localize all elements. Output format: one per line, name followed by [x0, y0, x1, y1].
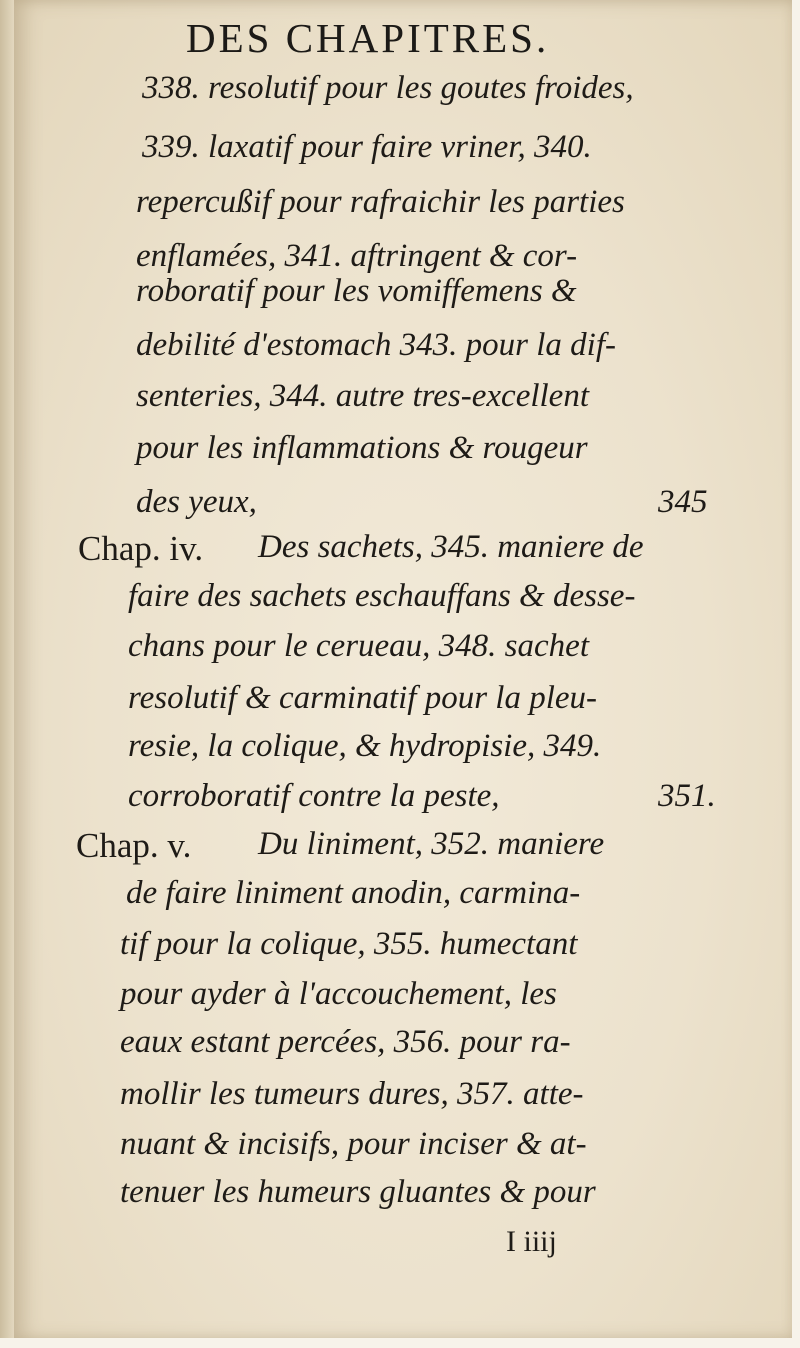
page-right-margin	[792, 0, 800, 1348]
text-line-8: pour les inflammations & rougeur	[136, 430, 588, 466]
text-line-12: faire des sachets eschauffans & desse-	[128, 578, 636, 614]
text-line-14: resolutif & carminatif pour la pleu-	[128, 680, 598, 716]
text-line-25: nuant & incisifs, pour inciser & at-	[120, 1126, 587, 1162]
text-line-26: tenuer les humeurs gluantes & pour	[120, 1174, 596, 1210]
text-line-19: Du liniment, 352. maniere	[258, 826, 605, 862]
chapter-4-label: Chap. iv.	[78, 529, 204, 568]
text-line-5: roboratif pour les vomiffemens &	[136, 273, 577, 309]
text-line-16: corroboratif contre la peste,	[128, 778, 500, 814]
signature-mark: I iiij	[506, 1225, 557, 1258]
text-line-23: eaux estant percées, 356. pour ra-	[120, 1024, 571, 1060]
text-line-2: 339. laxatif pour faire vriner, 340.	[142, 129, 592, 165]
running-head: DES CHAPITRES.	[186, 15, 550, 61]
text-line-21: tif pour la colique, 355. humectant	[120, 926, 578, 962]
text-line-9: des yeux,	[136, 484, 257, 520]
text-line-11: Des sachets, 345. maniere de	[258, 529, 644, 565]
text-line-7: senteries, 344. autre tres-excellent	[136, 378, 589, 414]
text-line-15: resie, la colique, & hydropisie, 349.	[128, 728, 602, 764]
text-line-3: repercußif pour rafraichir les parties	[136, 184, 625, 220]
text-line-22: pour ayder à l'accouchement, les	[120, 976, 557, 1012]
text-line-6: debilité d'estomach 343. pour la dif-	[136, 327, 616, 363]
text-line-1: 338. resolutif pour les goutes froides,	[142, 70, 634, 106]
text-line-20: de faire liniment anodin, carmina-	[126, 875, 581, 911]
text-line-4: enflamées, 341. aftringent & cor-	[136, 238, 578, 274]
page-ref-351: 351.	[658, 778, 716, 814]
text-line-13: chans pour le cerueau, 348. sachet	[128, 628, 589, 664]
chapter-5-label: Chap. v.	[76, 826, 192, 865]
page-ref-345: 345	[658, 484, 708, 520]
page-bottom-margin	[0, 1338, 800, 1348]
text-line-24: mollir les tumeurs dures, 357. atte-	[120, 1076, 584, 1112]
